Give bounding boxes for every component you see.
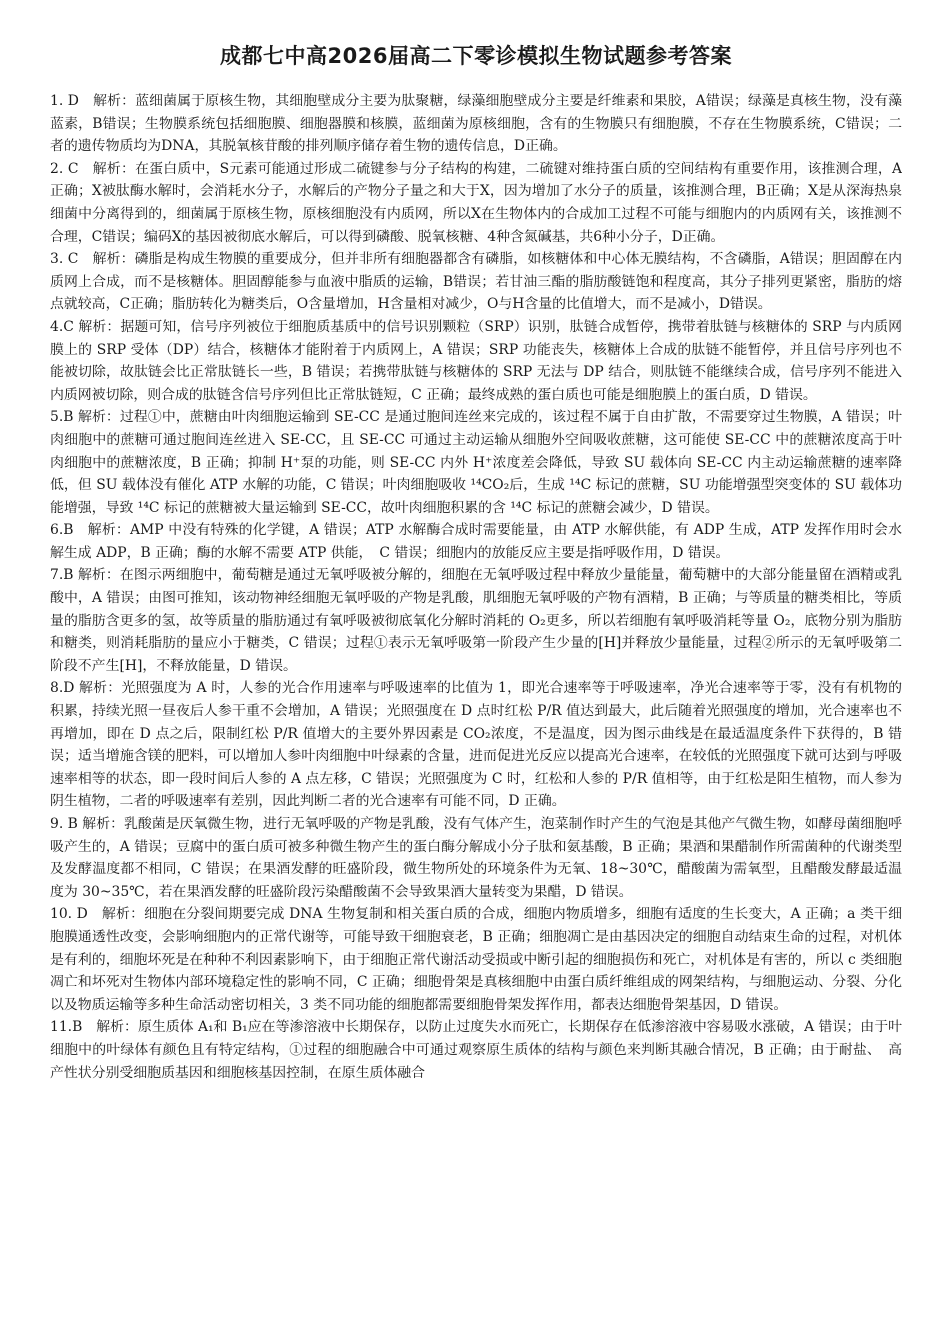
answer-item-4: 4.C 解析：据题可知，信号序列被位于细胞质基质中的信号识别颗粒（SRP）识别，肽链合成暂停，携带着肽链与核糖体的 SRP 与内质网膜上的 SRP 受体（DP）结合，核糖体才能附着于内质网上，A 错误；SRP 功能丧失，核糖体上合成的肽链不能暂停，并且信号序列也不能被切除，故肽链会比正常肽链长一些，B 错误；若携带肽链与核糖体的 SRP 无法与 DP 结合，则肽链不能继续合成，信号序列不能进入内质网被切除，则合成的肽链含信号序列但比正常肽链短，C 正确；最终成熟的蛋白质也可能是细胞膜上的蛋白质，D 错误。: [50, 318, 902, 403]
answer-item-10: 10. D 解析：细胞在分裂间期要完成 DNA 生物复制和相关蛋白质的合成，细胞内物质增多，细胞有适度的生长变大，A 正确；a 类干细胞膜通透性改变，会影响细胞内的正常代谢等，可能导致干细胞衰老，B 正确；细胞凋亡是由基因决定的细胞自动结束生命的过程，对机体是有利的，细胞坏死是在种种不利因素影响下，由于细胞正常代谢活动受损或中断引起的细胞损伤和死亡，对机体是有害的，所以 c 类细胞凋亡和坏死对生物体内部环境稳定性的影响不同，C 正确；细胞骨架是真核细胞中由蛋白质纤维组成的网架结构，与细胞运动、分裂、分化以及物质运输等多种生命活动密切相关，3 类不同功能的细胞都需要细胞骨架发挥作用，都表达细胞骨架基因，D 错误。: [50, 906, 902, 1013]
answer-sheet-page: [50, 42, 902, 1332]
answer-list: [50, 90, 902, 1084]
answer-item-7: 7.B 解析：在图示两细胞中，葡萄糖是通过无氧呼吸被分解的，细胞在无氧呼吸过程中释放少量能量，葡萄糖中的大部分能量留在酒精或乳酸中，A 错误；由图可推知，该动物神经细胞无氧呼吸的产物是乳酸，肌细胞无氧呼吸的产物有酒精，B 正确；与等质量的糖类相比，等质量的脂肪含更多的氢，故等质量的脂肪通过有氧呼吸被彻底氧化分解时消耗的 O₂更多，所以若细胞有氧呼吸消耗等量 O₂，底物分别为脂肪和糖类，则消耗脂肪的量应小于糖类，C 错误；过程①表示无氧呼吸第一阶段产生少量的[H]并释放少量能量，过程②所示的无氧呼吸第二阶段不产生[H]，不释放能量，D 错误。: [50, 567, 902, 674]
answer-item-9: 9. B 解析：乳酸菌是厌氧微生物，进行无氧呼吸的产物是乳酸，没有气体产生，泡菜制作时产生的气泡是其他产气微生物，如酵母菌细胞呼吸产生的，A 错误；豆腐中的蛋白质可被多种微生物产生的蛋白酶分解成小分子肽和氨基酸，B 正确；果酒和果醋制作所需菌种的代谢类型及发酵温度都不相同，C 错误；在果酒发酵的旺盛阶段，微生物所处的环境条件为无氧、18~30℃，醋酸菌为需氧型，且醋酸发酵最适温度为 30~35℃，若在果酒发酵的旺盛阶段污染醋酸菌不会导致果酒大量转变为果醋，D 错误。: [50, 816, 902, 900]
answer-item-11: 11.B 解析：原生质体 A₁和 B₁应在等渗溶液中长期保存，以防止过度失水而死亡，长期保存在低渗溶液中容易吸水涨破，A 错误；由于叶细胞中的叶绿体有颜色且有特定结构，①过程的细胞融合中可通过观察原生质体的结构与颜色来判断其融合情况，B 正确；由于耐盐、 高产性状分别受细胞质基因和细胞核基因控制，在原生质体融合: [50, 1019, 902, 1081]
answer-item-6: 6.B 解析：AMP 中没有特殊的化学键，A 错误；ATP 水解酶合成时需要能量，由 ATP 水解供能，有 ADP 生成，ATP 发挥作用时会水解生成 ADP，B 正确；酶的水解不需要 ATP 供能， C 错误；细胞内的放能反应主要是指呼吸作用，D 错误。: [50, 522, 902, 561]
answer-item-1: 1. D 解析：蓝细菌属于原核生物，其细胞壁成分主要为肽聚糖，绿藻细胞壁成分主要是纤维素和果胶，A错误；绿藻是真核生物，没有藻蓝素，B错误；生物膜系统包括细胞膜、细胞器膜和核膜，蓝细菌为原核细胞，含有的生物膜只有细胞膜，不存在生物膜系统，C错误；二者的遗传物质均为DNA，其脱氧核苷酸的排列顺序储存着生物的遗传信息，D正确。: [50, 93, 902, 155]
answer-item-5: 5.B 解析：过程①中，蔗糖由叶肉细胞运输到 SE-CC 是通过胞间连丝来完成的，该过程不属于自由扩散，不需要穿过生物膜，A 错误；叶肉细胞中的蔗糖可通过胞间连丝进入 SE-CC，且 SE-CC 可通过主动运输从细胞外空间吸收蔗糖，这可能使 SE-CC 中的蔗糖浓度高于叶肉细胞中的蔗糖浓度，B 正确；抑制 H⁺泵的功能，则 SE-CC 内外 H⁺浓度差会降低，导致 SU 载体向 SE-CC 内主动运输蔗糖的速率降低，但 SU 载体没有催化 ATP 水解的功能，C 错误；叶肉细胞吸收 ¹⁴CO₂后，生成 ¹⁴C 标记的蔗糖，SU 功能增强型突变体的 SU 载体功能增强，导致 ¹⁴C 标记的蔗糖被大量运输到 SE-CC，故叶肉细胞积累的含 ¹⁴C 标记的蔗糖会减少，D 错误。: [50, 409, 902, 516]
answer-item-8: 8.D 解析：光照强度为 A 时，人参的光合作用速率与呼吸速率的比值为 1，即光合速率等于呼吸速率，净光合速率等于零，没有有机物的积累，持续光照一昼夜后人参干重不会增加，A 错误；光照强度在 D 点时红松 P/R 值达到最大，此后随着光照强度的增加，光合速率也不再增加，即在 D 点之后，限制红松 P/R 值增大的主要外界因素是 CO₂浓度，不是温度，因为图示曲线是在最适温度条件下获得的，B 错误；适当增施含镁的肥料，可以增加人参叶肉细胞中叶绿素的含量，进而促进光反应以提高光合速率，在较低的光照强度下就可达到与呼吸速率相等的状态，即一段时间后人参的 A 点左移，C 错误；光照强度为 C 时，红松和人参的 P/R 值相等，由于红松是阳生植物，而人参为阴生植物，二者的呼吸速率有差别，因此判断二者的光合速率有可能不同，D 正确。: [50, 680, 902, 810]
page-title: 成都七中高2026届高二下零诊模拟生物试题参考答案: [220, 44, 732, 68]
answer-item-3: 3. C 解析：磷脂是构成生物膜的重要成分，但并非所有细胞器都含有磷脂，如核糖体和中心体无膜结构，不含磷脂，A错误；胆固醇在内质网上合成，而不是核糖体。胆固醇能参与血液中脂质的运输，B错误；若甘油三酯的脂肪酸链饱和程度高，其分子排列更紧密，脂肪的熔点就较高，C正确；脂肪转化为糖类后，O含量增加，H含量相对减少，O与H含量的比值增大，而不是减小，D错误。: [50, 251, 902, 313]
answer-item-2: 2. C 解析：在蛋白质中，S元素可能通过形成二硫键参与分子结构的构建，二硫键对维持蛋白质的空间结构有重要作用，该推测合理，A正确；X被肽酶水解时，会消耗水分子，水解后的产物分子量之和大于X，因为增加了水分子的质量，该推测合理，B正确；X是从深海热泉细菌中分离得到的，细菌属于原核生物，原核细胞没有内质网，所以X在生物体内的合成加工过程不可能与细胞内的内质网有关，该推测不合理，C错误；编码X的基因被彻底水解后，可以得到磷酸、脱氧核糖、4种含氮碱基，共6种小分子，D正确。: [50, 160, 902, 245]
